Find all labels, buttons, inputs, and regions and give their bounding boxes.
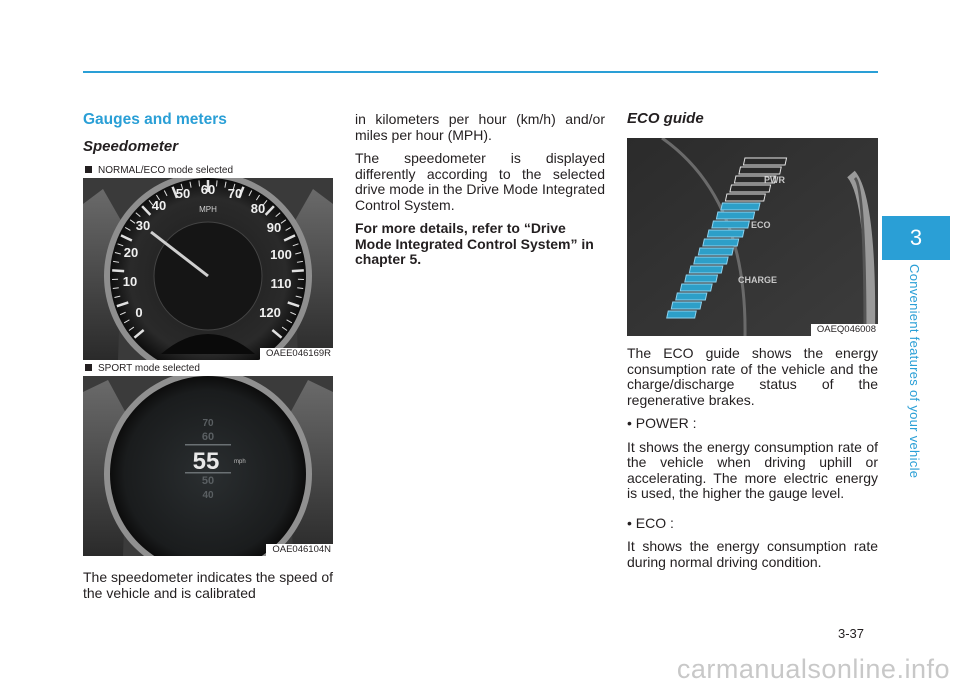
eco-guide-heading: ECO guide [627, 110, 704, 127]
eco-guide-figure [627, 138, 878, 336]
eco-bar-segment [712, 221, 749, 228]
eco-paragraph-eco: It shows the energy consumption rate during normal driving condition. [627, 538, 878, 570]
dial-label: 90 [266, 220, 282, 235]
speedometer-sport-illustration [83, 362, 333, 556]
dial-label: 120 [259, 305, 281, 320]
chapter-tab [882, 216, 950, 260]
figure-code: OAE046104N [266, 544, 333, 556]
dial-tick [112, 270, 124, 271]
section-title: Gauges and meters [83, 111, 227, 128]
figure-caption [83, 362, 333, 376]
speedometer-reference: For more details, refer to “Drive Mode Integrated Control System” in chapter 5. [355, 220, 594, 267]
eco-bar-segment [743, 158, 786, 165]
caption-square-icon [85, 364, 92, 371]
eco-paragraph-1: The ECO guide shows the energy consumption rate of the vehicle and the charge/discharge status of the regenerative brakes. [627, 345, 878, 408]
sport-tick-below: 40 [202, 490, 214, 501]
eco-bar-segment [667, 311, 696, 318]
column-right [627, 108, 878, 578]
eco-bar-segment [689, 266, 722, 273]
eco-bar-segment [671, 302, 701, 309]
eco-bar-segment [676, 293, 707, 300]
eco-bar-segment [694, 257, 728, 264]
eco-bar-segment [698, 248, 733, 255]
eco-bullet-eco: • ECO : [627, 514, 674, 531]
eco-bar-segment [739, 167, 781, 174]
eco-bar-segment [680, 284, 712, 291]
chapter-number: 3 [909, 225, 923, 250]
eco-guide-illustration [627, 138, 878, 336]
dial-label: 80 [250, 201, 266, 216]
dial-label: 100 [270, 247, 292, 262]
dial-label: 110 [270, 276, 292, 291]
dial-tick [292, 270, 304, 271]
figure-caption-text: SPORT mode selected [98, 363, 200, 374]
header-rule [83, 71, 878, 73]
dial-label: 40 [151, 198, 167, 213]
eco-bar-segment [725, 194, 765, 201]
eco-bar-segment [730, 185, 771, 192]
dial-label: 10 [122, 274, 138, 289]
dial-label: 20 [123, 245, 139, 260]
dial-label: 70 [227, 186, 243, 201]
sport-unit: mph [234, 459, 246, 465]
page-number: 3-37 [838, 626, 865, 641]
dial-unit: MPH [199, 205, 217, 214]
figure-caption-text: NORMAL/ECO mode selected [98, 165, 234, 176]
eco-bar-segment [703, 239, 739, 246]
speedometer-heading: Speedometer [83, 138, 179, 155]
dial-label: 50 [175, 186, 191, 201]
eco-bar-segment [685, 275, 718, 282]
column-middle [355, 112, 605, 276]
dial-tick [216, 180, 217, 186]
speedometer-figure-normal [83, 164, 333, 360]
speedometer-normal-illustration [83, 164, 333, 360]
figure-code: OAEE046169R [260, 348, 333, 360]
dial-label: 0 [135, 305, 143, 320]
figure-code: OAEQ046008 [811, 324, 878, 336]
eco-paragraph-power: It shows the energy consumption rate of the vehicle when driving uphill or accelerating. The more electric energy is used, the higher the gauge level. [627, 438, 878, 501]
speedometer-paragraph-3: The speedometer is displayed differently according to the selected drive mode in the Drive Mode Integrated Control System. [355, 150, 605, 213]
sport-speed: 55 [192, 448, 220, 475]
sport-tick-above: 70 [202, 418, 214, 429]
eco-label-eco: ECO [751, 220, 771, 230]
sport-tick-below: 50 [201, 475, 215, 487]
eco-bullet-power: • POWER : [627, 415, 697, 431]
dial-tick [199, 180, 200, 186]
dial-label: 30 [135, 218, 151, 233]
eco-label-charge: CHARGE [738, 275, 778, 285]
speedometer-paragraph-1: The speedometer indicates the speed of the vehicle and is calibrated [83, 569, 333, 601]
speedometer-paragraph-2: in kilometers per hour (km/h) and/or miles per hour (MPH). [355, 111, 605, 143]
watermark: carmanualsonline.info [676, 654, 950, 684]
figure-caption [83, 164, 333, 178]
caption-square-icon [85, 166, 92, 173]
chapter-title: Convenient features of your vehicle [907, 264, 922, 479]
dial-label: 60 [200, 182, 216, 197]
speedometer-figure-sport [83, 362, 333, 556]
eco-bar-segment [721, 203, 760, 210]
sport-tick-above: 60 [201, 431, 215, 443]
eco-label-pwr: PWR [764, 175, 785, 185]
eco-bar-segment [716, 212, 754, 219]
column-left [83, 108, 333, 609]
eco-bar-segment [707, 230, 744, 237]
